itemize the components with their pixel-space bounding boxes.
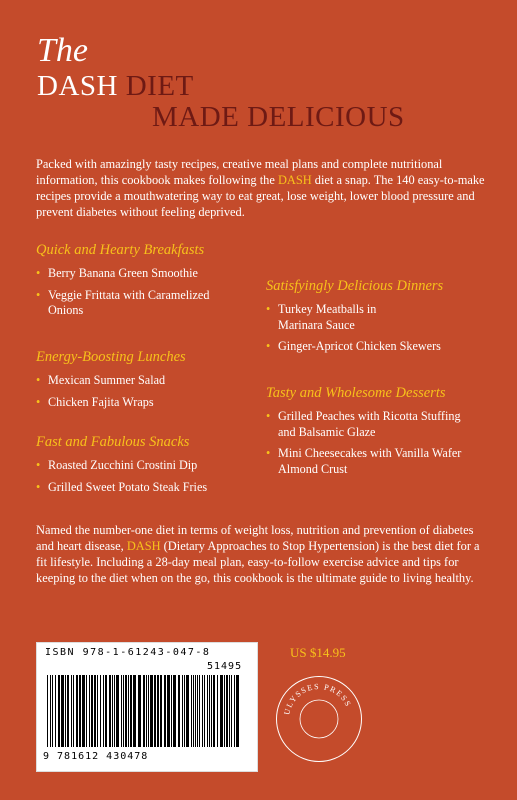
barcode-bar	[114, 675, 115, 747]
barcode-bar	[58, 675, 60, 747]
barcode-bar	[186, 675, 189, 747]
list-item: • Grilled Sweet Potato Steak Fries	[36, 480, 261, 496]
list-item: • Mini Cheesecakes with Vanilla Wafer Almond Crust	[266, 446, 466, 477]
barcode-bar	[128, 675, 129, 747]
title-line-2	[37, 70, 194, 103]
barcode-bar	[184, 675, 185, 747]
section-dinners-title: Satisfyingly Delicious Dinners	[266, 278, 444, 294]
barcode-bar	[231, 675, 232, 747]
barcode-bar	[204, 675, 205, 747]
barcode-bar	[94, 675, 96, 747]
barcode-addon-number: 51495	[207, 661, 243, 672]
barcode-bar	[207, 675, 208, 747]
barcode-bar	[86, 675, 87, 747]
barcode-bar	[133, 675, 136, 747]
publisher-seal	[276, 676, 362, 762]
barcode-bar	[47, 675, 48, 747]
barcode-bar	[209, 675, 210, 747]
barcode-bar	[199, 675, 200, 747]
barcode-bar	[130, 675, 132, 747]
barcode-bar	[100, 675, 101, 747]
barcode-bar	[193, 675, 194, 747]
barcode-bar	[167, 675, 170, 747]
barcode-bar	[52, 675, 53, 747]
barcode-bar	[217, 675, 218, 747]
barcode-bar	[116, 675, 119, 747]
barcode-bar	[112, 675, 113, 747]
barcode-bar	[121, 675, 122, 747]
barcode-bar	[71, 675, 72, 747]
barcode-bar	[82, 675, 85, 747]
barcode-bar	[125, 675, 127, 747]
barcode-bar	[157, 675, 159, 747]
barcode-bar	[178, 675, 180, 747]
barcode-bar	[191, 675, 192, 747]
list-item: • Berry Banana Green Smoothie	[36, 266, 251, 282]
section-desserts-list	[266, 409, 466, 483]
barcode-bar	[213, 675, 215, 747]
barcode-bar	[138, 675, 141, 747]
barcode-bars	[45, 675, 245, 747]
barcode-bar	[97, 675, 98, 747]
section-breakfasts-list	[36, 266, 251, 325]
section-lunches-title: Energy-Boosting Lunches	[36, 349, 186, 365]
barcode-bar	[89, 675, 90, 747]
barcode-bar	[202, 675, 203, 747]
list-item: • Turkey Meatballs in Marinara Sauce	[266, 302, 418, 333]
svg-text:ULYSSES PRESS: ULYSSES PRESS	[282, 681, 354, 716]
publisher-seal-logo	[277, 677, 361, 761]
barcode-bar	[164, 675, 166, 747]
barcode-bar	[236, 675, 239, 747]
barcode-bar	[150, 675, 153, 747]
section-desserts-title: Tasty and Wholesome Desserts	[266, 385, 446, 401]
barcode-bar	[105, 675, 107, 747]
intro-dash-highlight: DASH	[277, 173, 312, 187]
barcode-bar	[91, 675, 93, 747]
barcode-bar	[61, 675, 64, 747]
list-item: • Veggie Frittata with Caramelized Onions	[36, 288, 233, 319]
section-snacks-list	[36, 458, 261, 501]
barcode-bar	[143, 675, 145, 747]
list-item: • Grilled Peaches with Ricotta Stuffing and Balsamic Glaze	[266, 409, 466, 440]
barcode-bar	[154, 675, 156, 747]
section-snacks-title: Fast and Fabulous Snacks	[36, 434, 190, 450]
barcode-bar	[67, 675, 69, 747]
title-diet: DIET	[125, 70, 194, 102]
section-dinners-list	[266, 302, 486, 361]
list-item: • Chicken Fajita Wraps	[36, 395, 251, 411]
isbn-text: ISBN 978-1-61243-047-8	[45, 647, 211, 658]
section-breakfasts-title: Quick and Hearty Breakfasts	[36, 242, 205, 258]
barcode-bar	[211, 675, 212, 747]
barcode-bar	[197, 675, 198, 747]
outro-dash-highlight: DASH	[126, 539, 161, 553]
list-item: • Mexican Summer Salad	[36, 373, 251, 389]
barcode-bar	[171, 675, 172, 747]
barcode-bar	[195, 675, 196, 747]
barcode-bar	[182, 675, 183, 747]
barcode-bar	[50, 675, 51, 747]
barcode-bar	[65, 675, 66, 747]
title-dash: DASH	[37, 70, 118, 102]
title-made-delicious: MADE DELICIOUS	[152, 101, 405, 133]
barcode-bar	[109, 675, 111, 747]
barcode	[36, 642, 258, 772]
barcode-bar	[173, 675, 176, 747]
barcode-number: 9 781612 430478	[43, 751, 149, 762]
barcode-bar	[76, 675, 78, 747]
barcode-bar	[224, 675, 225, 747]
barcode-bar	[79, 675, 81, 747]
intro-paragraph: Packed with amazingly tasty recipes, creative meal plans and complete nutritional information, this cookbook makes following the DASH diet a snap. The 140 easy-to-make recipes provide a mouthwatering way to eat great, lose weight, lower blood pressure and prevent diabetes without feeling deprived.	[36, 157, 485, 219]
barcode-bar	[234, 675, 235, 747]
barcode-bar	[123, 675, 124, 747]
title-the: The	[37, 32, 88, 69]
barcode-bar	[148, 675, 149, 747]
list-item: • Ginger-Apricot Chicken Skewers	[266, 339, 486, 355]
barcode-bar	[229, 675, 230, 747]
barcode-bar	[73, 675, 74, 747]
barcode-bar	[103, 675, 104, 747]
barcode-bar	[146, 675, 147, 747]
price-label: US $14.95	[290, 645, 346, 660]
barcode-bar	[55, 675, 56, 747]
barcode-bar	[160, 675, 162, 747]
list-item: • Roasted Zucchini Crostini Dip	[36, 458, 261, 474]
barcode-bar	[226, 675, 228, 747]
barcode-bar	[220, 675, 223, 747]
outro-paragraph: Named the number-one diet in terms of weight loss, nutrition and prevention of diabetes and heart disease, DASH (Dietary Approaches to Stop Hypertension) is the best diet for a fit lifestyle. Including a 28-day meal plan, easy-to-follow exercise advice and tips for keeping to the diet when on the go, this cookbook is the ultimate guide to living healthy.	[36, 523, 480, 585]
section-lunches-list	[36, 373, 251, 416]
